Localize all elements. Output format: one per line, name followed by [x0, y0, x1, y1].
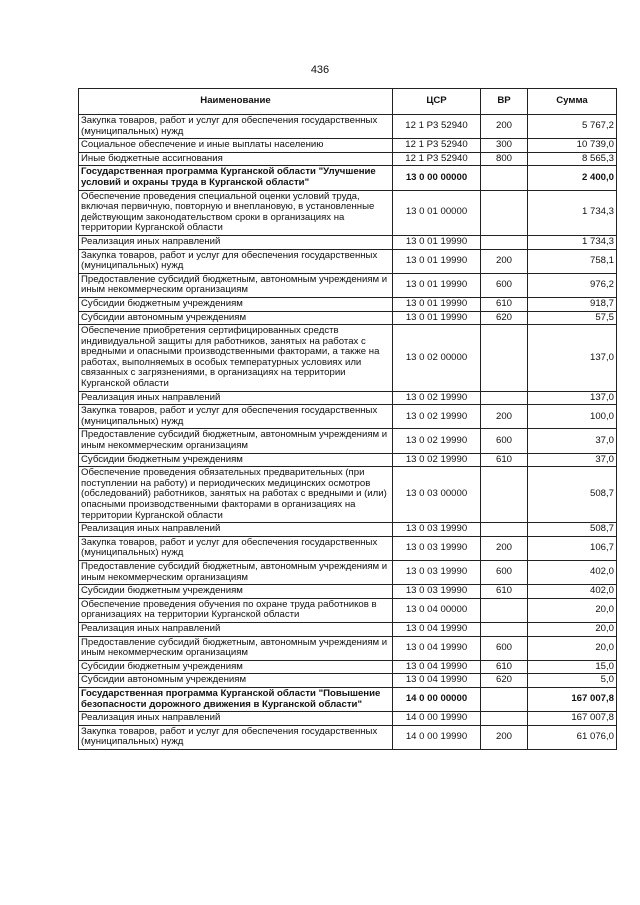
cell-name: Субсидии бюджетным учреждениям — [79, 297, 393, 311]
cell-sum: 167 007,8 — [528, 687, 617, 711]
header-name: Наименование — [79, 89, 393, 115]
cell-sum: 137,0 — [528, 325, 617, 392]
cell-vr: 610 — [481, 453, 528, 467]
cell-csr: 13 0 04 19990 — [393, 636, 481, 660]
cell-sum: 918,7 — [528, 297, 617, 311]
cell-name: Реализация иных направлений — [79, 391, 393, 405]
cell-csr: 14 0 00 19990 — [393, 712, 481, 726]
table-row — [79, 660, 617, 674]
table-row — [79, 391, 617, 405]
cell-name: Обеспечение проведения специальной оценки условий труда, включая первичную, повторную и внеплановую, в установленные действующим законодательством сроки в организациях на территории Курганской области — [79, 190, 393, 235]
cell-csr: 13 0 01 19990 — [393, 249, 481, 273]
cell-sum: 1 734,3 — [528, 235, 617, 249]
cell-vr — [481, 687, 528, 711]
cell-vr — [481, 190, 528, 235]
table-row — [79, 523, 617, 537]
cell-csr: 12 1 Р3 52940 — [393, 152, 481, 166]
header-vr: ВР — [481, 89, 528, 115]
table-row — [79, 152, 617, 166]
header-sum: Сумма — [528, 89, 617, 115]
cell-csr: 13 0 03 00000 — [393, 467, 481, 523]
cell-csr: 13 0 03 19990 — [393, 523, 481, 537]
cell-csr: 13 0 03 19990 — [393, 536, 481, 560]
cell-vr: 610 — [481, 585, 528, 599]
cell-sum: 10 739,0 — [528, 139, 617, 153]
cell-name: Закупка товаров, работ и услуг для обеспечения государственных (муниципальных) нужд — [79, 725, 393, 749]
cell-csr: 13 0 00 00000 — [393, 166, 481, 190]
cell-name: Реализация иных направлений — [79, 712, 393, 726]
cell-sum: 37,0 — [528, 429, 617, 453]
cell-sum: 167 007,8 — [528, 712, 617, 726]
cell-csr: 13 0 01 19990 — [393, 273, 481, 297]
cell-name: Реализация иных направлений — [79, 523, 393, 537]
cell-sum: 37,0 — [528, 453, 617, 467]
cell-name: Закупка товаров, работ и услуг для обеспечения государственных (муниципальных) нужд — [79, 405, 393, 429]
cell-name: Государственная программа Курганской области "Повышение безопасности дорожного движения в Курганской области" — [79, 687, 393, 711]
cell-sum: 1 734,3 — [528, 190, 617, 235]
cell-csr: 13 0 04 19990 — [393, 674, 481, 688]
cell-vr: 300 — [481, 139, 528, 153]
cell-vr — [481, 712, 528, 726]
cell-name: Предоставление субсидий бюджетным, автономным учреждениям и иным некоммерческим организациям — [79, 560, 393, 584]
cell-sum: 57,5 — [528, 311, 617, 325]
cell-sum: 61 076,0 — [528, 725, 617, 749]
cell-name: Субсидии автономным учреждениям — [79, 674, 393, 688]
cell-sum: 5 767,2 — [528, 115, 617, 139]
cell-sum: 402,0 — [528, 585, 617, 599]
table-row — [79, 325, 617, 392]
cell-csr: 13 0 04 19990 — [393, 660, 481, 674]
cell-csr: 14 0 00 19990 — [393, 725, 481, 749]
cell-vr — [481, 622, 528, 636]
table-row — [79, 687, 617, 711]
cell-name: Реализация иных направлений — [79, 622, 393, 636]
cell-vr — [481, 467, 528, 523]
cell-vr — [481, 391, 528, 405]
cell-vr: 600 — [481, 636, 528, 660]
table-row — [79, 166, 617, 190]
cell-csr: 13 0 02 19990 — [393, 405, 481, 429]
cell-name: Субсидии бюджетным учреждениям — [79, 660, 393, 674]
cell-vr: 610 — [481, 660, 528, 674]
cell-vr — [481, 235, 528, 249]
cell-name: Закупка товаров, работ и услуг для обеспечения государственных (муниципальных) нужд — [79, 249, 393, 273]
cell-sum: 137,0 — [528, 391, 617, 405]
cell-name: Предоставление субсидий бюджетным, автономным учреждениям и иным некоммерческим организациям — [79, 273, 393, 297]
cell-csr: 13 0 01 19990 — [393, 235, 481, 249]
cell-vr — [481, 598, 528, 622]
cell-vr: 620 — [481, 674, 528, 688]
page-number: 436 — [310, 64, 330, 76]
cell-name: Иные бюджетные ассигнования — [79, 152, 393, 166]
cell-sum: 20,0 — [528, 636, 617, 660]
cell-csr: 13 0 01 00000 — [393, 190, 481, 235]
cell-vr — [481, 166, 528, 190]
cell-sum: 758,1 — [528, 249, 617, 273]
cell-vr — [481, 523, 528, 537]
table-row — [79, 429, 617, 453]
table-row — [79, 467, 617, 523]
cell-vr: 600 — [481, 560, 528, 584]
cell-csr: 13 0 04 19990 — [393, 622, 481, 636]
cell-name: Социальное обеспечение и иные выплаты населению — [79, 139, 393, 153]
cell-vr — [481, 325, 528, 392]
table-header-row — [79, 89, 617, 115]
cell-sum: 2 400,0 — [528, 166, 617, 190]
table-row — [79, 249, 617, 273]
cell-csr: 13 0 01 19990 — [393, 311, 481, 325]
cell-vr: 600 — [481, 273, 528, 297]
table-row — [79, 636, 617, 660]
cell-csr: 13 0 03 19990 — [393, 560, 481, 584]
cell-sum: 20,0 — [528, 598, 617, 622]
cell-csr: 13 0 03 19990 — [393, 585, 481, 599]
table-row — [79, 712, 617, 726]
table-row — [79, 585, 617, 599]
cell-name: Обеспечение проведения обязательных предварительных (при поступлении на работу) и периодических медицинских осмотров (обследований) работников, занятых на работах с вредными и (или) опасными производственными факторами в организациях на территории Курганской области — [79, 467, 393, 523]
cell-sum: 15,0 — [528, 660, 617, 674]
cell-csr: 14 0 00 00000 — [393, 687, 481, 711]
cell-name: Предоставление субсидий бюджетным, автономным учреждениям и иным некоммерческим организациям — [79, 636, 393, 660]
cell-vr: 600 — [481, 429, 528, 453]
cell-name: Обеспечение проведения обучения по охране труда работников в организациях на территории Курганской области — [79, 598, 393, 622]
cell-csr: 13 0 02 19990 — [393, 391, 481, 405]
cell-name: Государственная программа Курганской области "Улучшение условий и охраны труда в Курганской области" — [79, 166, 393, 190]
cell-vr: 200 — [481, 536, 528, 560]
cell-vr: 200 — [481, 405, 528, 429]
table-row — [79, 115, 617, 139]
cell-vr: 200 — [481, 115, 528, 139]
table-row — [79, 622, 617, 636]
cell-name: Закупка товаров, работ и услуг для обеспечения государственных (муниципальных) нужд — [79, 115, 393, 139]
cell-sum: 402,0 — [528, 560, 617, 584]
table-row — [79, 725, 617, 749]
cell-vr: 200 — [481, 249, 528, 273]
cell-name: Закупка товаров, работ и услуг для обеспечения государственных (муниципальных) нужд — [79, 536, 393, 560]
cell-csr: 13 0 02 00000 — [393, 325, 481, 392]
cell-vr: 800 — [481, 152, 528, 166]
table-row — [79, 405, 617, 429]
budget-table — [78, 88, 617, 750]
cell-name: Субсидии бюджетным учреждениям — [79, 453, 393, 467]
table-row — [79, 297, 617, 311]
cell-name: Реализация иных направлений — [79, 235, 393, 249]
header-csr: ЦСР — [393, 89, 481, 115]
table-row — [79, 674, 617, 688]
cell-sum: 5,0 — [528, 674, 617, 688]
cell-csr: 13 0 02 19990 — [393, 429, 481, 453]
cell-vr: 200 — [481, 725, 528, 749]
cell-sum: 20,0 — [528, 622, 617, 636]
table-row — [79, 273, 617, 297]
cell-vr: 610 — [481, 297, 528, 311]
cell-csr: 13 0 02 19990 — [393, 453, 481, 467]
table-row — [79, 598, 617, 622]
cell-sum: 976,2 — [528, 273, 617, 297]
table-row — [79, 235, 617, 249]
cell-sum: 100,0 — [528, 405, 617, 429]
table-row — [79, 139, 617, 153]
cell-vr: 620 — [481, 311, 528, 325]
cell-name: Обеспечение приобретения сертифицированных средств индивидуальной защиты для работников, занятых на работах с вредными и опасными производственными факторами, а также на работах, выполняемых в особых температурных условиях или связанных с загрязнениями, в организациях на территории Курганской области — [79, 325, 393, 392]
cell-sum: 508,7 — [528, 523, 617, 537]
cell-name: Субсидии автономным учреждениям — [79, 311, 393, 325]
cell-csr: 12 1 Р3 52940 — [393, 115, 481, 139]
table-row — [79, 453, 617, 467]
table-row — [79, 190, 617, 235]
cell-csr: 13 0 04 00000 — [393, 598, 481, 622]
table-row — [79, 536, 617, 560]
cell-name: Предоставление субсидий бюджетным, автономным учреждениям и иным некоммерческим организациям — [79, 429, 393, 453]
table-row — [79, 560, 617, 584]
cell-sum: 508,7 — [528, 467, 617, 523]
cell-csr: 13 0 01 19990 — [393, 297, 481, 311]
cell-sum: 8 565,3 — [528, 152, 617, 166]
cell-sum: 106,7 — [528, 536, 617, 560]
cell-name: Субсидии бюджетным учреждениям — [79, 585, 393, 599]
cell-csr: 12 1 Р3 52940 — [393, 139, 481, 153]
table-row — [79, 311, 617, 325]
table-body — [79, 115, 617, 750]
